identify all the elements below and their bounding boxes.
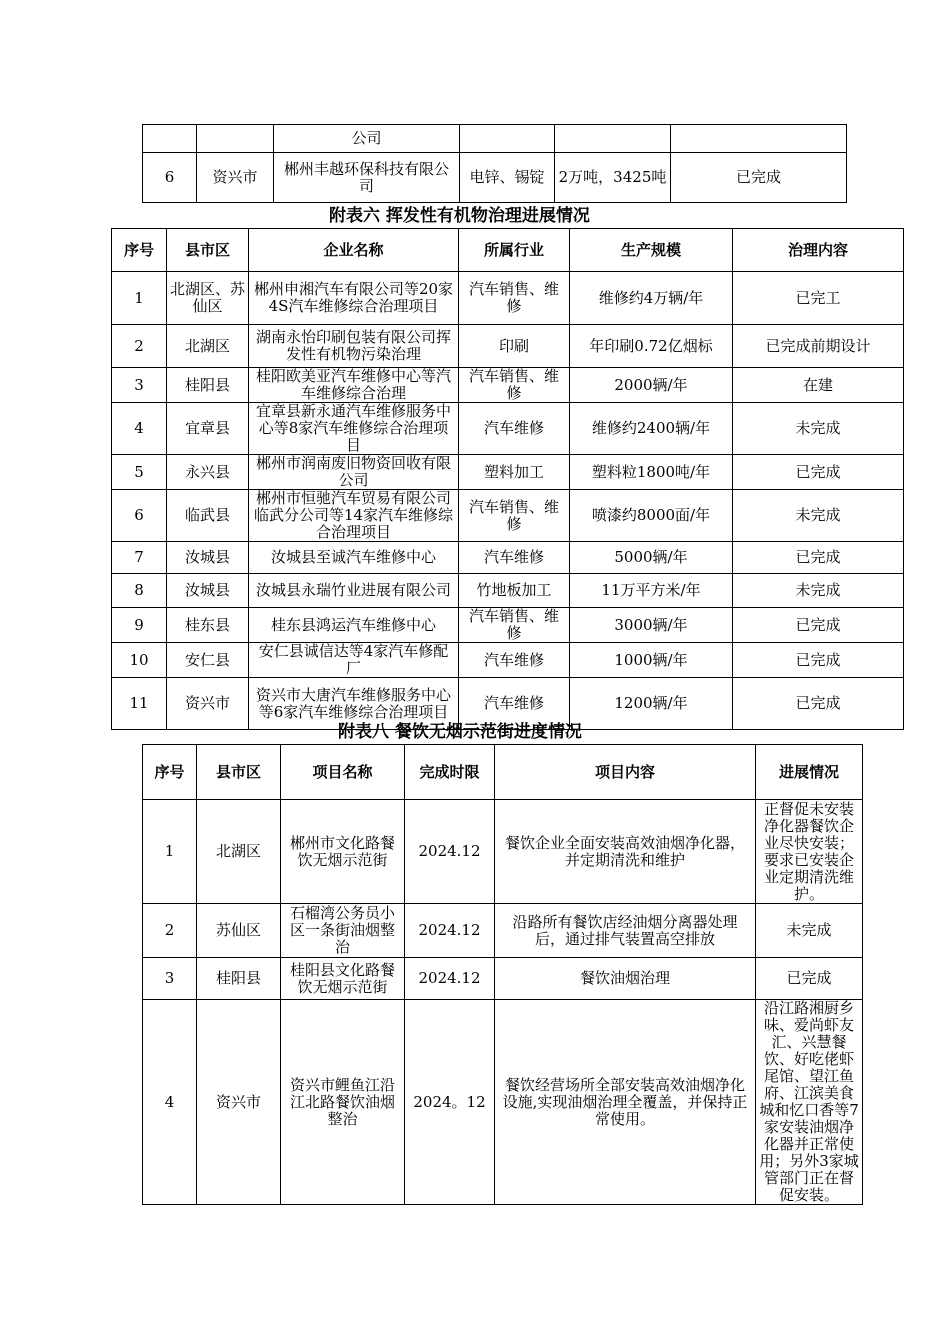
cell-content: 已完成 [733,608,904,643]
cell-company: 湖南永怡印刷包装有限公司挥发性有机物污染治理 [249,325,459,368]
table-row [112,325,904,368]
cell-industry: 汽车销售、维修 [459,368,570,403]
header-cell: 企业名称 [249,229,459,272]
table-row [143,125,847,153]
cell-county: 苏仙区 [197,904,281,958]
cell-industry [460,125,555,153]
cell-scale: 1000辆/年 [570,643,733,678]
cell-project: 资兴市鲤鱼江沿江北路餐饮油烟整治 [281,1000,405,1205]
cell-industry: 塑料加工 [459,455,570,490]
cell-no [143,125,197,153]
cell-no: 3 [143,958,197,1000]
header-cell: 县市区 [197,745,281,800]
cell-industry: 电锌、锡锭 [460,153,555,203]
cell-content: 未完成 [733,490,904,542]
cell-company: 安仁县诚信达等4家汽车修配厂 [249,643,459,678]
table-row [112,403,904,455]
cell-industry: 竹地板加工 [459,574,570,608]
cell-no: 10 [112,643,167,678]
cell-content: 已完成 [733,678,904,730]
header-cell: 县市区 [167,229,249,272]
cell-deadline: 2024.12 [405,800,495,904]
table-row [143,153,847,203]
cell-company: 汝城县永瑞竹业进展有限公司 [249,574,459,608]
cell-county: 资兴市 [167,678,249,730]
table-row [112,455,904,490]
header-cell: 生产规模 [570,229,733,272]
cell-industry: 汽车销售、维修 [459,608,570,643]
table-six-title: 附表六 挥发性有机物治理进展情况 [329,206,590,226]
cell-project: 石榴湾公务员小区一条街油烟整治 [281,904,405,958]
cell-no: 2 [112,325,167,368]
cell-company: 宜章县新永通汽车维修服务中心等8家汽车维修综合治理项目 [249,403,459,455]
cell-county: 桂阳县 [197,958,281,1000]
cell-no: 1 [112,272,167,325]
header-cell: 序号 [143,745,197,800]
cell-scale [555,125,671,153]
cell-company: 资兴市大唐汽车维修服务中心等6家汽车维修综合治理项目 [249,678,459,730]
cell-scale: 维修约4万辆/年 [570,272,733,325]
cell-content: 在建 [733,368,904,403]
cell-no: 9 [112,608,167,643]
cell-county: 资兴市 [197,1000,281,1205]
cell-deadline: 2024.12 [405,958,495,1000]
cell-county: 北湖区 [197,800,281,904]
cell-no: 7 [112,542,167,574]
cell-content: 沿路所有餐饮店经油烟分离器处理后，通过排气装置高空排放 [495,904,756,958]
cell-company: 公司 [274,125,460,153]
table-row [143,958,863,1000]
table-row [112,368,904,403]
table-row [143,904,863,958]
cell-industry: 汽车维修 [459,403,570,455]
table-header-row [143,745,863,800]
table-row [112,490,904,542]
cell-company: 桂阳欧美亚汽车维修中心等汽车维修综合治理 [249,368,459,403]
cell-industry: 印刷 [459,325,570,368]
header-cell: 完成时限 [405,745,495,800]
cell-county: 北湖区 [167,325,249,368]
cell-county: 永兴县 [167,455,249,490]
table-row [112,272,904,325]
header-cell: 治理内容 [733,229,904,272]
cell-county: 汝城县 [167,542,249,574]
continuation-table [142,124,847,203]
header-cell: 所属行业 [459,229,570,272]
table-row [143,800,863,904]
cell-county: 桂阳县 [167,368,249,403]
cell-county: 汝城县 [167,574,249,608]
cell-content: 餐饮油烟治理 [495,958,756,1000]
cell-content: 已完成 [671,153,847,203]
table-row [112,574,904,608]
cell-progress: 未完成 [756,904,863,958]
cell-company: 郴州市恒驰汽车贸易有限公司临武分公司等14家汽车维修综合治理项目 [249,490,459,542]
cell-content: 已完成 [733,643,904,678]
cell-county [197,125,274,153]
cell-scale: 11万平方米/年 [570,574,733,608]
cell-progress: 沿江路湘厨乡味、爱尚虾友汇、兴慧餐饮、好吃佬虾尾馆、望江鱼府、江滨美食城和忆口香等7家安装油烟净化器并正常使用；另外3家城管部门正在督促安装。 [756,1000,863,1205]
cell-content: 已完成 [733,455,904,490]
cell-no: 11 [112,678,167,730]
table-row [112,542,904,574]
header-cell: 序号 [112,229,167,272]
cell-content: 已完成 [733,542,904,574]
cell-content: 已完工 [733,272,904,325]
header-cell: 项目名称 [281,745,405,800]
cell-scale: 1200辆/年 [570,678,733,730]
cell-industry: 汽车销售、维修 [459,490,570,542]
cell-content: 未完成 [733,574,904,608]
cell-no: 2 [143,904,197,958]
cell-deadline: 2024.12 [405,904,495,958]
table-row [112,608,904,643]
voc-treatment-table [111,228,904,730]
cell-no: 4 [112,403,167,455]
cell-scale: 塑料粒1800吨/年 [570,455,733,490]
table-header-row [112,229,904,272]
table-row [143,1000,863,1205]
cell-company: 汝城县至诚汽车维修中心 [249,542,459,574]
cell-no: 5 [112,455,167,490]
cell-no: 3 [112,368,167,403]
cell-company: 桂东县鸿运汽车维修中心 [249,608,459,643]
header-cell: 项目内容 [495,745,756,800]
cell-county: 桂东县 [167,608,249,643]
cell-industry: 汽车维修 [459,542,570,574]
cell-project: 郴州市文化路餐饮无烟示范街 [281,800,405,904]
cell-project: 桂阳县文化路餐饮无烟示范街 [281,958,405,1000]
cell-county: 宜章县 [167,403,249,455]
cell-content: 餐饮企业全面安装高效油烟净化器，并定期清洗和维护 [495,800,756,904]
cell-no: 8 [112,574,167,608]
cell-county: 资兴市 [197,153,274,203]
cell-deadline: 2024。12 [405,1000,495,1205]
cell-no: 6 [112,490,167,542]
cell-industry: 汽车维修 [459,643,570,678]
cell-county: 安仁县 [167,643,249,678]
cell-company: 郴州申湘汽车有限公司等20家4S汽车维修综合治理项目 [249,272,459,325]
cell-content: 未完成 [733,403,904,455]
table-eight-title: 附表八 餐饮无烟示范街进度情况 [338,722,582,742]
cell-industry: 汽车维修 [459,678,570,730]
cell-county: 临武县 [167,490,249,542]
cell-progress: 正督促未安装净化器餐饮企业尽快安装；要求已安装企业定期清洗维护。 [756,800,863,904]
cell-content [671,125,847,153]
cell-progress: 已完成 [756,958,863,1000]
cell-no: 4 [143,1000,197,1205]
cell-no: 1 [143,800,197,904]
cell-scale: 年印刷0.72亿烟标 [570,325,733,368]
cell-scale: 2万吨，3425吨 [555,153,671,203]
smoke-free-street-table [142,744,863,1205]
cell-scale: 5000辆/年 [570,542,733,574]
cell-scale: 喷漆约8000面/年 [570,490,733,542]
cell-content: 已完成前期设计 [733,325,904,368]
header-cell: 进展情况 [756,745,863,800]
table-row [112,643,904,678]
cell-county: 北湖区、苏仙区 [167,272,249,325]
cell-industry: 汽车销售、维修 [459,272,570,325]
cell-scale: 维修约2400辆/年 [570,403,733,455]
cell-scale: 3000辆/年 [570,608,733,643]
cell-company: 郴州市润南废旧物资回收有限公司 [249,455,459,490]
cell-content: 餐饮经营场所全部安装高效油烟净化设施,实现油烟治理全覆盖，并保持正常使用。 [495,1000,756,1205]
cell-no: 6 [143,153,197,203]
cell-company: 郴州丰越环保科技有限公司 [274,153,460,203]
cell-scale: 2000辆/年 [570,368,733,403]
